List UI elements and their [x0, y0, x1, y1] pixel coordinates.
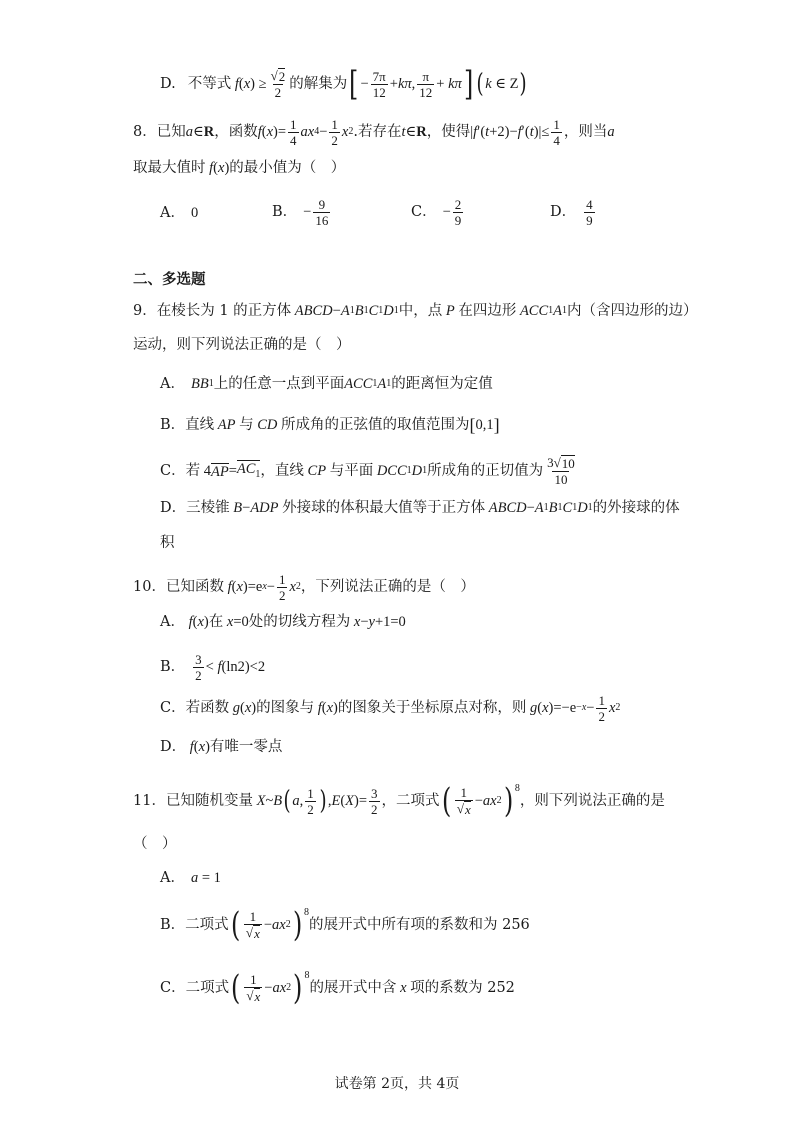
- q11-option-a[interactable]: A． a = 1: [160, 870, 221, 886]
- q8-option-a[interactable]: A． 0: [160, 205, 199, 221]
- page-footer: 试卷第 2页，共 4页: [334, 1076, 460, 1092]
- q9-stem-line2: 运动，则下列说法正确的是（ ）: [133, 337, 351, 353]
- q8-stem-line2: 取最大值时 f ( x ) 的最小值为（ ）: [133, 160, 346, 176]
- q8-stem-line1: 8． 已知 a ∈ R ，函数 f ( x ) = $\frac{1}{4}$ ax 4 − $\frac{1}{2}$ x 2 .若存在 t ∈ R ，使得 | f ′( t +2)− f ′( t )|≤ $\frac{1}{4}$ ，则当 a: [133, 116, 615, 148]
- q9-option-a[interactable]: A． BB 1 上的任意一点到平面 ACC 1 A 1 的距离恒为定值: [160, 376, 493, 392]
- q9-option-d-line1[interactable]: D．三棱锥 B − ADP 外接球的体积最大值等于正方体 ABCD − A 1 B 1 C 1 D 1 的外接球的体: [160, 500, 680, 516]
- q10-stem: 10．已知函数 f ( x )=e x − $\frac{1}{2}$ x 2 ，下列说法正确的是（ ）: [133, 571, 475, 603]
- q9-option-b[interactable]: B．直线 AP 与 CD 所成角的正弦值的取值范围为 [ 0,1 ]: [160, 415, 500, 435]
- q9-option-c[interactable]: C．若 4 AP = $AC_1$ ，直线 CP 与平面 DCC 1 D 1 所成角的正切值为 3 √ 10 10: [160, 455, 575, 487]
- q10-option-b[interactable]: B． $\frac{3}{2}$ < f (ln2)<2: [160, 651, 266, 683]
- q11-stem-line2: （ ）: [133, 836, 177, 852]
- q10-option-a[interactable]: A． f ( x ) 在 x =0 处的切线方程为 x − y +1=0: [160, 614, 406, 630]
- q9-stem-line1: 9．在棱长为 1 的正方体 ABCD − A 1 B 1 C 1 D 1 中，点 P 在四边形 ACC 1 A 1 内（含四边形的边）: [133, 303, 698, 319]
- q11-option-b[interactable]: B．二项式 ( 1 √ x − ax 2 ) $^8$ 的展开式中所有项的系数和为 256: [160, 905, 530, 945]
- q11-option-c[interactable]: C．二项式 ( 1 √ x − ax 2 ) $^8$ 的展开式中含 x 项的系数为 252: [160, 968, 515, 1008]
- q8-option-d[interactable]: D． $\frac{4}{9}$: [550, 196, 593, 228]
- q8-option-b[interactable]: B． − $\frac{9}{16}$: [272, 196, 329, 228]
- q10-option-c[interactable]: C．若函数 g ( x ) 的图象与 f ( x ) 的图象关于坐标原点对称，则 g ( x )=−e −x − $\frac{1}{2}$ x 2: [160, 692, 621, 724]
- q7-option-d: D. 不等式 f ( x ) ≥ √ 2 2 的解集为 [ − $\frac{7\pi}{12}$ + kπ , $\frac{\pi}{12}$ + kπ ] ( k ∈ Z ): [160, 64, 528, 104]
- q10-option-d[interactable]: D． f ( x ) 有唯一零点: [160, 739, 283, 755]
- q11-stem-line1: 11．已知随机变量 X ~ B ( a , $\frac{1}{2}$ ) , E ( X )= $\frac{3}{2}$ ，二项式 ( 1 √ x − ax 2 ) $^8$ ，则下列说法正确的是: [133, 781, 665, 821]
- q9-option-d-line2: 积: [160, 535, 175, 551]
- q8-option-c[interactable]: C． − $\frac{2}{9}$: [411, 196, 462, 228]
- section-heading-multiple-choice: 二、多选题: [133, 272, 206, 288]
